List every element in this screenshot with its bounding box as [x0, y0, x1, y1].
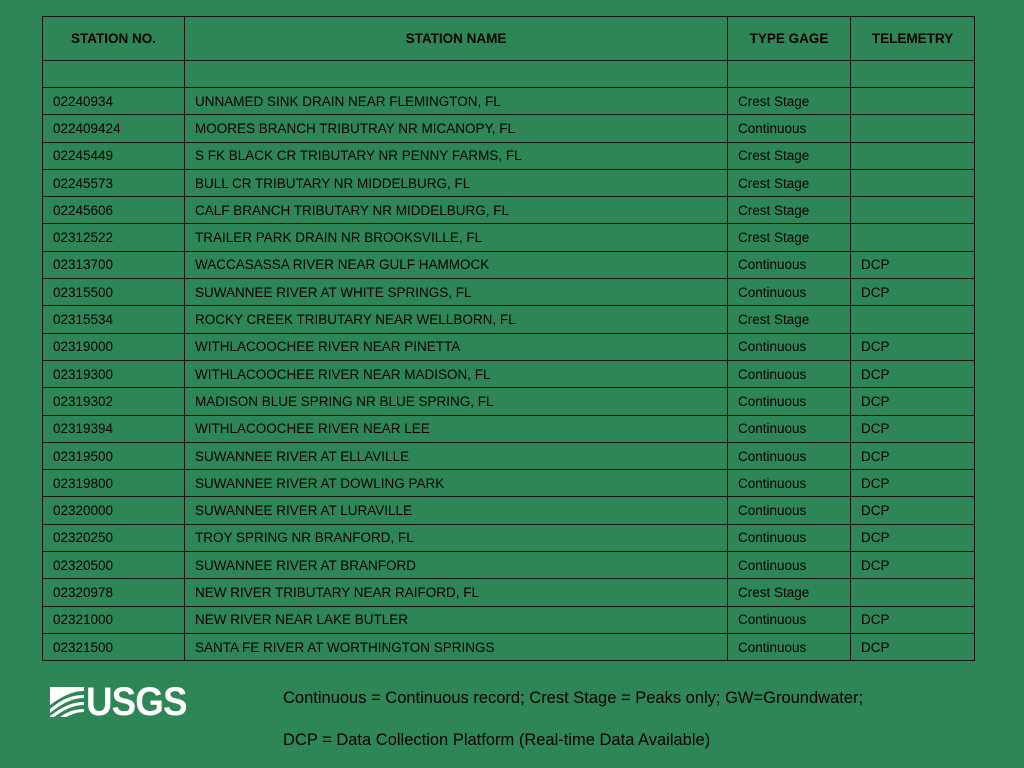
cell-station-no: 02319800 [43, 470, 185, 497]
table-row [43, 169, 975, 196]
cell-station-name: SUWANNEE RIVER AT WHITE SPRINGS, FL [185, 279, 728, 306]
cell-type-gage: Crest Stage [728, 197, 851, 224]
cell-station-no: 02321500 [43, 633, 185, 660]
table-row [43, 197, 975, 224]
table-row [43, 470, 975, 497]
cell-station-no: 02320000 [43, 497, 185, 524]
cell-station-name: SUWANNEE RIVER AT BRANFORD [185, 552, 728, 579]
cell-telemetry [851, 115, 975, 142]
cell-type-gage: Continuous [728, 552, 851, 579]
cell-telemetry [851, 224, 975, 251]
cell-telemetry: DCP [851, 388, 975, 415]
cell-station-no: 02240934 [43, 88, 185, 115]
cell-telemetry [851, 88, 975, 115]
cell-type-gage: Continuous [728, 251, 851, 278]
cell-station-no: 02312522 [43, 224, 185, 251]
cell-station-no: 02319000 [43, 333, 185, 360]
cell-station-name: WITHLACOOCHEE RIVER NEAR PINETTA [185, 333, 728, 360]
cell-station-name: SUWANNEE RIVER AT LURAVILLE [185, 497, 728, 524]
cell-station-no: 02319302 [43, 388, 185, 415]
cell-telemetry: DCP [851, 606, 975, 633]
cell-station-name: WITHLACOOCHEE RIVER NEAR LEE [185, 415, 728, 442]
cell-telemetry [851, 142, 975, 169]
blank-row [43, 61, 975, 88]
cell-telemetry: DCP [851, 279, 975, 306]
cell-station-name: SANTA FE RIVER AT WORTHINGTON SPRINGS [185, 633, 728, 660]
table-cell [185, 61, 728, 88]
cell-type-gage: Continuous [728, 524, 851, 551]
cell-type-gage: Continuous [728, 333, 851, 360]
cell-station-no: 02245449 [43, 142, 185, 169]
cell-type-gage: Continuous [728, 442, 851, 469]
cell-type-gage: Continuous [728, 497, 851, 524]
table-body [43, 61, 975, 661]
cell-type-gage: Continuous [728, 388, 851, 415]
table-row [43, 633, 975, 660]
table-cell [43, 61, 185, 88]
cell-type-gage: Continuous [728, 279, 851, 306]
cell-station-name: ROCKY CREEK TRIBUTARY NEAR WELLBORN, FL [185, 306, 728, 333]
table-row [43, 497, 975, 524]
cell-station-name: MADISON BLUE SPRING NR BLUE SPRING, FL [185, 388, 728, 415]
cell-station-no: 022409424 [43, 115, 185, 142]
station-table [42, 16, 975, 661]
header-station-no: STATION NO. [43, 17, 185, 61]
cell-telemetry: DCP [851, 633, 975, 660]
cell-station-no: 02315500 [43, 279, 185, 306]
cell-station-name: NEW RIVER NEAR LAKE BUTLER [185, 606, 728, 633]
cell-type-gage: Continuous [728, 470, 851, 497]
cell-station-name: MOORES BRANCH TRIBUTRAY NR MICANOPY, FL [185, 115, 728, 142]
cell-type-gage: Crest Stage [728, 579, 851, 606]
cell-station-name: S FK BLACK CR TRIBUTARY NR PENNY FARMS, FL [185, 142, 728, 169]
table-row [43, 360, 975, 387]
cell-telemetry: DCP [851, 552, 975, 579]
cell-station-name: WACCASASSA RIVER NEAR GULF HAMMOCK [185, 251, 728, 278]
table-row [43, 388, 975, 415]
cell-station-name: TROY SPRING NR BRANFORD, FL [185, 524, 728, 551]
table-row [43, 552, 975, 579]
cell-type-gage: Continuous [728, 415, 851, 442]
cell-station-no: 02319500 [43, 442, 185, 469]
cell-type-gage: Crest Stage [728, 224, 851, 251]
cell-station-name: CALF BRANCH TRIBUTARY NR MIDDELBURG, FL [185, 197, 728, 224]
cell-station-name: SUWANNEE RIVER AT DOWLING PARK [185, 470, 728, 497]
cell-telemetry: DCP [851, 333, 975, 360]
cell-telemetry [851, 169, 975, 196]
cell-station-no: 02315534 [43, 306, 185, 333]
cell-station-no: 02313700 [43, 251, 185, 278]
table-row [43, 251, 975, 278]
cell-station-no: 02319300 [43, 360, 185, 387]
table-cell [728, 61, 851, 88]
cell-type-gage: Crest Stage [728, 142, 851, 169]
table-row [43, 524, 975, 551]
table-row [43, 442, 975, 469]
cell-station-name: TRAILER PARK DRAIN NR BROOKSVILLE, FL [185, 224, 728, 251]
cell-station-no: 02319394 [43, 415, 185, 442]
table-row [43, 579, 975, 606]
cell-station-name: WITHLACOOCHEE RIVER NEAR MADISON, FL [185, 360, 728, 387]
cell-telemetry [851, 197, 975, 224]
cell-station-no: 02320500 [43, 552, 185, 579]
cell-station-name: SUWANNEE RIVER AT ELLAVILLE [185, 442, 728, 469]
usgs-logo [50, 682, 195, 722]
cell-telemetry: DCP [851, 470, 975, 497]
cell-type-gage: Continuous [728, 360, 851, 387]
cell-type-gage: Continuous [728, 115, 851, 142]
cell-station-no: 02245573 [43, 169, 185, 196]
cell-telemetry: DCP [851, 360, 975, 387]
usgs-logo-text: USGS [86, 680, 187, 724]
table-row [43, 88, 975, 115]
table-row [43, 415, 975, 442]
table-row [43, 306, 975, 333]
cell-type-gage: Continuous [728, 633, 851, 660]
table-cell [851, 61, 975, 88]
cell-type-gage: Crest Stage [728, 169, 851, 196]
cell-station-no: 02245606 [43, 197, 185, 224]
cell-telemetry [851, 579, 975, 606]
cell-station-no: 02320250 [43, 524, 185, 551]
cell-telemetry: DCP [851, 251, 975, 278]
cell-type-gage: Crest Stage [728, 88, 851, 115]
usgs-wave-logo-icon [50, 685, 84, 719]
header-station-name: STATION NAME [185, 17, 728, 61]
cell-type-gage: Crest Stage [728, 306, 851, 333]
cell-station-name: UNNAMED SINK DRAIN NEAR FLEMINGTON, FL [185, 88, 728, 115]
cell-telemetry: DCP [851, 442, 975, 469]
table-row [43, 279, 975, 306]
legend-line-1: Continuous = Continuous record; Crest Stage = Peaks only; GW=Groundwater; [283, 689, 864, 707]
cell-type-gage: Continuous [728, 606, 851, 633]
table-row [43, 142, 975, 169]
table-row [43, 115, 975, 142]
cell-telemetry: DCP [851, 524, 975, 551]
legend-line-2: DCP = Data Collection Platform (Real-time Data Available) [283, 731, 711, 749]
cell-station-no: 02321000 [43, 606, 185, 633]
cell-station-name: NEW RIVER TRIBUTARY NEAR RAIFORD, FL [185, 579, 728, 606]
table-row [43, 333, 975, 360]
cell-telemetry [851, 306, 975, 333]
cell-station-no: 02320978 [43, 579, 185, 606]
table-row [43, 606, 975, 633]
cell-telemetry: DCP [851, 497, 975, 524]
table-header-row [43, 17, 975, 61]
header-type-gage: TYPE GAGE [728, 17, 851, 61]
table-row [43, 224, 975, 251]
cell-telemetry: DCP [851, 415, 975, 442]
cell-station-name: BULL CR TRIBUTARY NR MIDDELBURG, FL [185, 169, 728, 196]
header-telemetry: TELEMETRY [851, 17, 975, 61]
